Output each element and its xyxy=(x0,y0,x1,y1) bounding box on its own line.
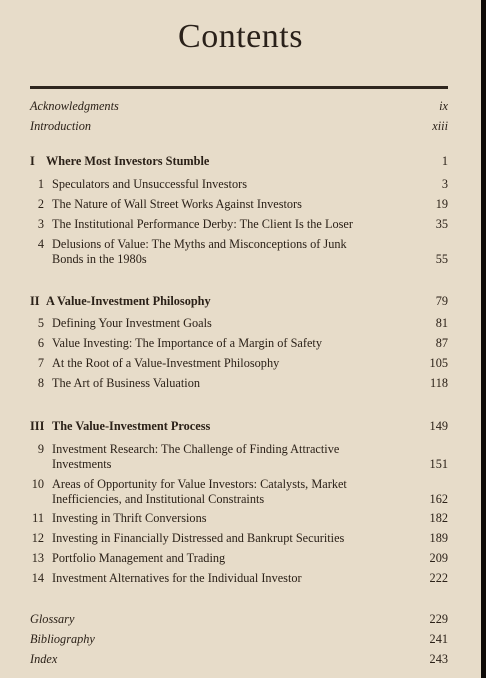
chapter-number: 1 xyxy=(37,177,44,191)
chapter-title-line-2: Bonds in the 1980s xyxy=(52,252,147,266)
entry-label: Index xyxy=(30,652,58,666)
chapter-number: 5 xyxy=(37,316,44,330)
chapter-title: The Art of Business Valuation xyxy=(52,376,201,390)
entry-page-number: 222 xyxy=(429,571,448,585)
chapter-title: Investment Alternatives for the Individual Investor xyxy=(52,571,302,585)
chapter-title-line-2: Inefficiencies, and Institutional Constraints xyxy=(52,492,265,506)
chapter-number: 10 xyxy=(31,477,44,491)
part-numeral: I xyxy=(30,154,35,168)
entry-page-number: 105 xyxy=(429,356,448,370)
part-numeral: II xyxy=(30,294,40,308)
chapter-title: Portfolio Management and Trading xyxy=(52,551,226,565)
entry-label: Glossary xyxy=(30,612,75,626)
entry-page-number: 3 xyxy=(441,177,448,191)
chapter-title: Defining Your Investment Goals xyxy=(52,316,212,330)
chapter-number: 12 xyxy=(31,531,44,545)
part-title: A Value-Investment Philosophy xyxy=(46,294,211,308)
chapter-title: Speculators and Unsuccessful Investors xyxy=(52,177,247,191)
entry-page-number: 81 xyxy=(435,316,448,330)
entry-page-number: 229 xyxy=(429,612,448,626)
entry-page-number: 55 xyxy=(435,252,448,266)
chapter-title: Investing in Financially Distressed and Bankrupt Securities xyxy=(52,531,345,545)
chapter-number: 7 xyxy=(37,356,44,370)
entry-page-number: 87 xyxy=(435,336,448,350)
entry-page-number: 209 xyxy=(429,551,448,565)
chapter-number: 9 xyxy=(37,442,44,456)
chapter-title-line-1: Delusions of Value: The Myths and Misconceptions of Junk xyxy=(52,237,347,251)
entry-page-number: 151 xyxy=(429,457,448,471)
chapter-title: The Nature of Wall Street Works Against Investors xyxy=(52,197,302,211)
chapter-title: The Institutional Performance Derby: The Client Is the Loser xyxy=(52,217,353,231)
chapter-number: 11 xyxy=(32,511,44,525)
title-divider xyxy=(30,86,448,89)
chapter-title-line-1: Investment Research: The Challenge of Finding Attractive xyxy=(52,442,340,456)
chapter-number: 4 xyxy=(37,237,44,251)
chapter-title: Investing in Thrift Conversions xyxy=(52,511,207,525)
chapter-number: 2 xyxy=(37,197,44,211)
entry-page-number: 19 xyxy=(435,197,448,211)
chapter-number: 13 xyxy=(31,551,44,565)
entry-label: Bibliography xyxy=(30,632,95,646)
entry-page-number: ix xyxy=(439,99,448,113)
chapter-title-line-1: Areas of Opportunity for Value Investors: Catalysts, Market xyxy=(52,477,347,491)
entry-label: Acknowledgments xyxy=(30,99,119,113)
entry-page-number: xiii xyxy=(432,119,448,133)
chapter-number: 8 xyxy=(37,376,44,390)
entry-page-number: 243 xyxy=(429,652,448,666)
entry-page-number: 35 xyxy=(435,217,448,231)
entry-page-number: 189 xyxy=(429,531,448,545)
entry-page-number: 1 xyxy=(441,154,448,168)
chapter-title-line-2: Investments xyxy=(52,457,112,471)
chapter-title: At the Root of a Value-Investment Philosophy xyxy=(52,356,280,370)
entry-page-number: 162 xyxy=(429,492,448,506)
entry-label: Introduction xyxy=(30,119,92,133)
entry-page-number: 118 xyxy=(430,376,448,390)
page-edge-shadow xyxy=(481,0,486,678)
chapter-number: 14 xyxy=(31,571,44,585)
chapter-number: 6 xyxy=(37,336,44,350)
part-title: Where Most Investors Stumble xyxy=(46,154,210,168)
part-title: The Value-Investment Process xyxy=(52,419,211,433)
entry-page-number: 182 xyxy=(429,511,448,525)
part-numeral: III xyxy=(30,419,45,433)
chapter-number: 3 xyxy=(37,217,44,231)
entry-page-number: 241 xyxy=(429,632,448,646)
entry-page-number: 149 xyxy=(429,419,448,433)
chapter-title: Value Investing: The Importance of a Margin of Safety xyxy=(52,336,322,350)
page-title: Contents xyxy=(178,18,303,55)
entry-page-number: 79 xyxy=(435,294,448,308)
